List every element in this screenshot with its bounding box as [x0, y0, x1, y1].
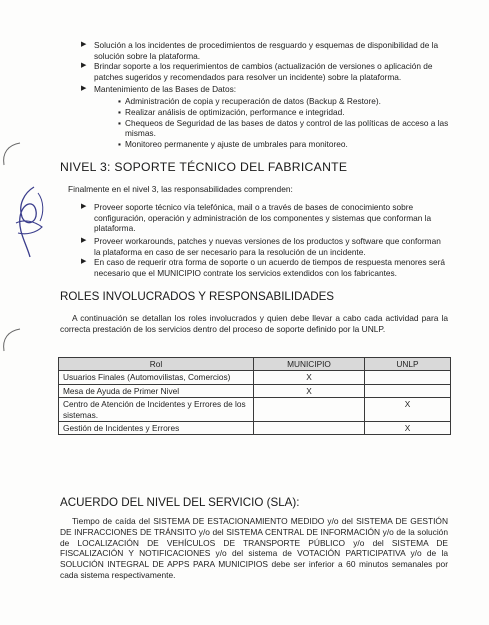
table-cell: Mesa de Ayuda de Primer Nivel	[59, 384, 254, 397]
list-item: ▪ Realizar análisis de optimización, performance e integridad.	[118, 107, 345, 117]
table-cell: Usuarios Finales (Automovilistas, Comercios)	[59, 371, 254, 384]
list-item: ▶ Solución a los incidentes de procedimientos de resguardo y esquemas de disponibilidad de la solución sobre la plataforma.	[81, 40, 439, 61]
section-heading: NIVEL 3: SOPORTE TÉCNICO DEL FABRICANTE	[60, 160, 348, 174]
column-header: UNLP	[365, 358, 451, 371]
table-cell: Gestión de Incidentes y Errores	[59, 422, 254, 435]
table-row	[59, 398, 451, 422]
paragraph: Tiempo de caída del SISTEMA DE ESTACIONAMIENTO MEDIDO y/o del SISTEMA DE GESTIÓN DE INFRACCIONES DE TRÁNSITO y/o del SISTEMA CENTRAL DE INFORMACIÓN y/o de la solución de LOCALIZACIÓN DE VEHÍCULOS DE TRANSPORTE PÚBLICO y/o del SISTEMA DE FISCALIZACIÓN Y NOTIFICACIONES y/o del sistema de VOTACIÓN PARTICIPATIVA y/o de la SOLUCIÓN INTEGRAL DE APPS PARA MUNICIPIOS debe ser inferior a 60 minutos semanales por cada sistema respectivamente.	[60, 516, 448, 580]
triangle-right-icon: ▶	[81, 203, 87, 210]
table-header-row	[59, 358, 451, 371]
handwritten-signature	[8, 183, 52, 261]
triangle-right-icon: ▶	[81, 62, 87, 69]
column-header: Rol	[59, 358, 254, 371]
list-item: ▶ Mantenimiento de las Bases de Datos:	[81, 84, 237, 94]
table-cell	[365, 384, 451, 397]
triangle-right-icon: ▶	[81, 85, 87, 92]
table-cell	[254, 422, 365, 435]
list-item: ▪ Chequeos de Seguridad de las bases de datos y control de las políticas de acceso a las mismas.	[118, 118, 449, 139]
margin-mark	[0, 327, 22, 353]
square-bullet-icon: ▪	[118, 139, 121, 149]
table-row	[59, 371, 451, 384]
paragraph: Finalmente en el nivel 3, las responsabilidades comprenden:	[68, 184, 293, 194]
table-cell: X	[254, 384, 365, 397]
list-item: ▶ Proveer workarounds, patches y nuevas versiones de los productos y software que conforman la plataforma en caso de ser necesario para la resolución de un incidente.	[81, 236, 441, 257]
triangle-right-icon: ▶	[81, 258, 87, 265]
section-heading: ACUERDO DEL NIVEL DEL SERVICIO (SLA):	[60, 496, 300, 509]
list-item: ▪ Administración de copia y recuperación de datos (Backup & Restore).	[118, 96, 381, 106]
square-bullet-icon: ▪	[118, 118, 121, 128]
column-header: MUNICIPIO	[254, 358, 365, 371]
triangle-right-icon: ▶	[81, 237, 87, 244]
section-heading: ROLES INVOLUCRADOS Y RESPONSABILIDADES	[60, 290, 335, 303]
table-cell	[254, 398, 365, 422]
margin-mark	[0, 141, 22, 167]
table-cell	[365, 371, 451, 384]
table-row	[59, 384, 451, 397]
roles-table	[58, 357, 451, 435]
list-item: ▪ Monitoreo permanente y ajuste de umbrales para monitoreo.	[118, 139, 348, 149]
table-cell: Centro de Atención de Incidentes y Errores de los sistemas.	[59, 398, 254, 422]
list-item: ▶ En caso de requerir otra forma de soporte o un acuerdo de tiempos de respuesta menores será necesario que el MUNICIPIO contrate los servicios extendidos con los fabricantes.	[81, 257, 445, 278]
list-item: ▶ Proveer soporte técnico vía telefónica, mail o a través de bases de conocimiento sobre configuración, operación y administración de los componentes y sistemas que conforman la plataforma.	[81, 202, 432, 234]
paragraph: A continuación se detallan los roles involucrados y quien debe llevar a cabo cada actividad para la correcta prestación de los servicios dentro del proceso de soporte definido por la UNLP.	[60, 313, 448, 334]
list-item: ▶ Brindar soporte a los requerimientos de cambios (actualización de versiones o aplicación de patches sugeridos y recomendados para resolver un incidente) sobre la plataforma.	[81, 61, 433, 82]
triangle-right-icon: ▶	[81, 41, 87, 48]
table-cell: X	[365, 422, 451, 435]
table-cell: X	[254, 371, 365, 384]
square-bullet-icon: ▪	[118, 107, 121, 117]
table-cell: X	[365, 398, 451, 422]
table-row	[59, 422, 451, 435]
square-bullet-icon: ▪	[118, 96, 121, 106]
